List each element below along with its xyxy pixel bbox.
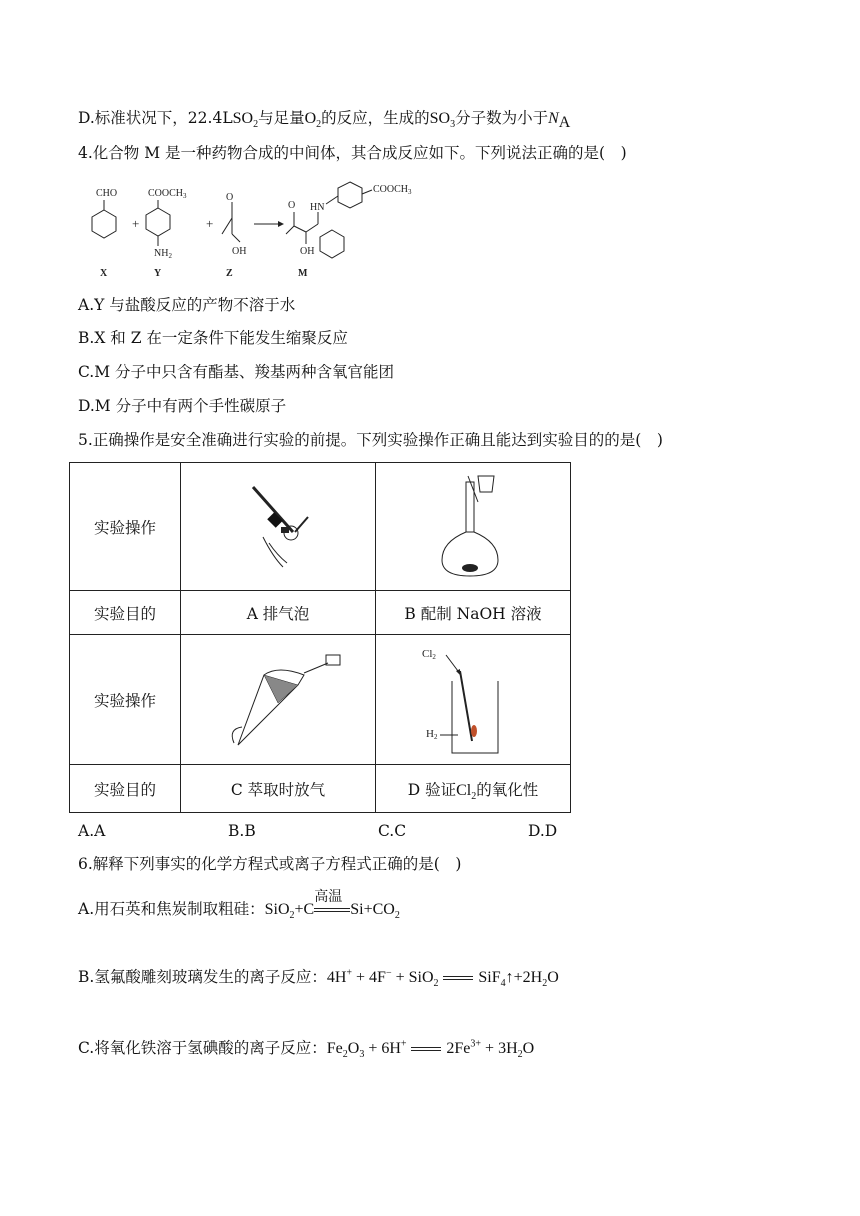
goal-b: B 配制 NaOH 溶液: [376, 591, 571, 635]
q3-option-d: D.标准状况下，$22.4LSO_2$与足量$O_2$的反应，生成的$SO_3$分子数为小于$N_A$: [78, 109, 571, 132]
row-label-goal-2: 实验目的: [70, 765, 181, 813]
row-label-operation: 实验操作: [70, 463, 181, 591]
q4-option-a: A.Y 与盐酸反应的产物不溶于水: [78, 296, 296, 314]
row-label-operation-2: 实验操作: [70, 635, 181, 765]
q4-option-c: C.M 分子中只含有酯基、羧基两种含氧官能团: [78, 363, 395, 381]
q5-stem: 5.正确操作是安全准确进行实验的前提。下列实验操作正确且能达到实验目的的是( ): [78, 431, 663, 449]
goal-d: D 验证$Cl_2$的氧化性: [376, 765, 571, 813]
svg-text:H2: H2: [426, 727, 438, 741]
q6-option-c: C.将氧化铁溶于氢碘酸的离子反应：$Fe_2O_3 + 6H^+$ $2Fe^{3+} + 3H_2O$: [78, 1038, 535, 1061]
chlorine-hydrogen-image: [376, 635, 571, 765]
volumetric-flask-image: [376, 463, 571, 591]
row-label-goal: 实验目的: [70, 591, 181, 635]
svg-text:Y: Y: [154, 268, 162, 279]
reaction-scheme-image: [82, 174, 422, 286]
q6-option-a: A.用石英和焦炭制取粗硅：SiO$_2$+C 高温 $Si+CO_2$: [78, 889, 400, 922]
svg-text:CHO: CHO: [96, 188, 118, 199]
goal-c: C 萃取时放气: [181, 765, 376, 813]
q4-option-d: D.M 分子中有两个手性碳原子: [78, 397, 287, 415]
svg-text:Z: Z: [226, 268, 233, 279]
svg-text:OH: OH: [232, 246, 247, 257]
svg-text:COOCH3: $COOCH_3$: [373, 184, 412, 196]
q5-option-c: C.C: [378, 822, 407, 840]
svg-text:M: M: [298, 268, 308, 279]
burette-image: [181, 463, 376, 591]
q6-stem: 6.解释下列事实的化学方程式或离子方程式正确的是( ): [78, 855, 462, 873]
q5-option-d: D.D: [528, 822, 558, 840]
svg-text:O: O: [226, 192, 234, 203]
svg-text:X: X: [100, 268, 108, 279]
svg-text:HN: HN: [310, 202, 325, 213]
svg-text:OH: OH: [300, 246, 315, 257]
q4-stem: 4.化合物 M 是一种药物合成的中间体，其合成反应如下。下列说法正确的是( ): [78, 144, 627, 162]
separatory-funnel-image: [181, 635, 376, 765]
q6-option-b: B.氢氟酸雕刻玻璃发生的离子反应：4H+ + 4F− + SiO$_2$ $SiF_4↑+2H_2O$: [78, 967, 559, 990]
q5-option-b: B.B: [228, 822, 256, 840]
svg-text:O: O: [288, 200, 296, 211]
svg-text:+: +: [206, 216, 214, 231]
svg-text:Cl2: Cl2: [422, 647, 436, 661]
goal-a: A 排气泡: [181, 591, 376, 635]
svg-text:COOCH3: $COOCH_3$: [148, 188, 187, 200]
q4-option-b: B.X 和 Z 在一定条件下能发生缩聚反应: [78, 329, 348, 347]
svg-text:NH2: $NH_2$: [154, 248, 172, 260]
experiment-table: [69, 462, 571, 813]
q5-option-a: A.A: [78, 822, 106, 840]
svg-text:+: +: [132, 216, 140, 231]
